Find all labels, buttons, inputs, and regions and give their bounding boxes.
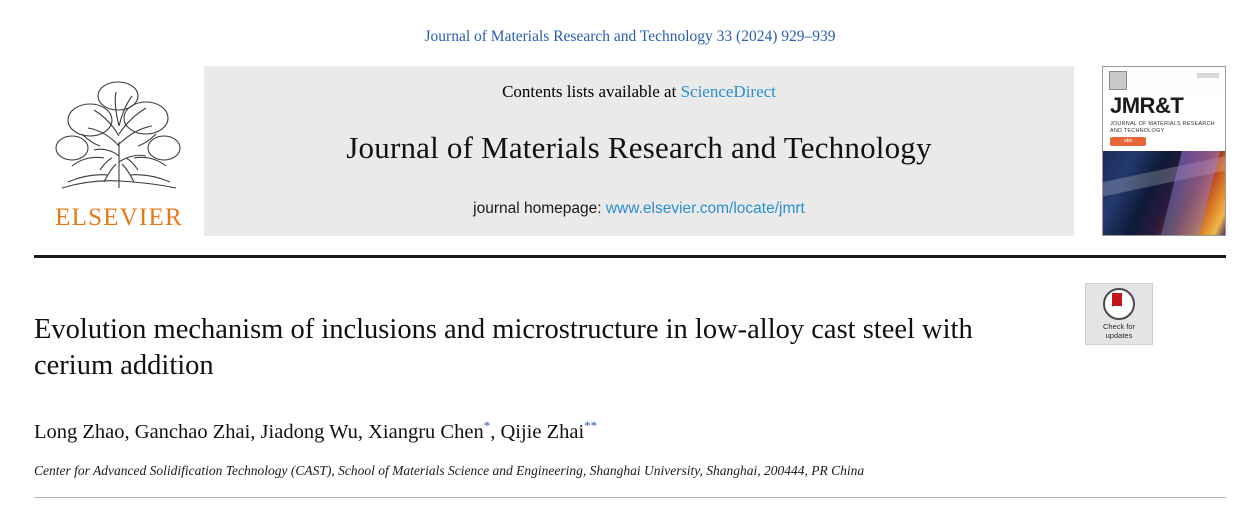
crossmark-shield-icon	[1112, 293, 1122, 307]
journal-title: Journal of Materials Research and Technology	[346, 130, 932, 165]
authors-secondary: , Qijie Zhai	[490, 420, 585, 443]
journal-info-panel	[204, 66, 1074, 236]
crossmark-label	[1103, 322, 1135, 340]
journal-homepage-line	[473, 200, 805, 218]
elsevier-tree-icon	[42, 70, 196, 195]
cover-logo-icon	[1109, 71, 1127, 90]
affiliation: Center for Advanced Solidification Technology (CAST), School of Materials Science and Engineering, Shanghai University, Shanghai, 200444, PR China	[34, 463, 865, 478]
cover-artwork	[1103, 151, 1225, 235]
contents-available-line	[502, 82, 776, 102]
article-title: Evolution mechanism of inclusions and microstructure in low-alloy cast steel with cerium addition	[34, 314, 973, 381]
corresponding-author-mark-1[interactable]: *	[483, 418, 491, 433]
sciencedirect-link[interactable]: ScienceDirect	[680, 82, 776, 101]
corresponding-author-mark-2[interactable]: **	[584, 418, 598, 433]
cover-acronym: JMR&T	[1110, 93, 1184, 118]
masthead-bottom-rule	[34, 255, 1226, 258]
header-bottom-divider	[34, 497, 1226, 498]
crossmark-label-line2: updates	[1105, 331, 1133, 340]
elsevier-wordmark: ELSEVIER	[55, 204, 183, 231]
crossmark-badge[interactable]	[1085, 283, 1153, 345]
crossmark-label-line1: Check for	[1102, 322, 1136, 331]
homepage-prefix: journal homepage:	[473, 200, 606, 217]
cover-header-strip	[1103, 67, 1225, 93]
elsevier-logo	[34, 66, 204, 236]
cover-barcode-icon	[1197, 73, 1219, 78]
journal-masthead	[34, 66, 1226, 236]
cover-abs-badge: abs	[1110, 137, 1146, 146]
running-head: Journal of Materials Research and Technology 33 (2024) 929–939	[424, 28, 836, 45]
authors-primary: Long Zhao, Ganchao Zhai, Jiadong Wu, Xiangru Chen	[34, 420, 484, 443]
crossmark-icon	[1103, 288, 1135, 320]
journal-homepage-link[interactable]: www.elsevier.com/locate/jmrt	[605, 200, 805, 217]
cover-subtitle: JOURNAL OF MATERIALS RESEARCH AND TECHNOLOGY	[1110, 121, 1215, 134]
journal-cover-thumbnail[interactable]	[1102, 66, 1226, 236]
contents-prefix: Contents lists available at	[502, 82, 681, 101]
author-list	[34, 418, 1044, 444]
